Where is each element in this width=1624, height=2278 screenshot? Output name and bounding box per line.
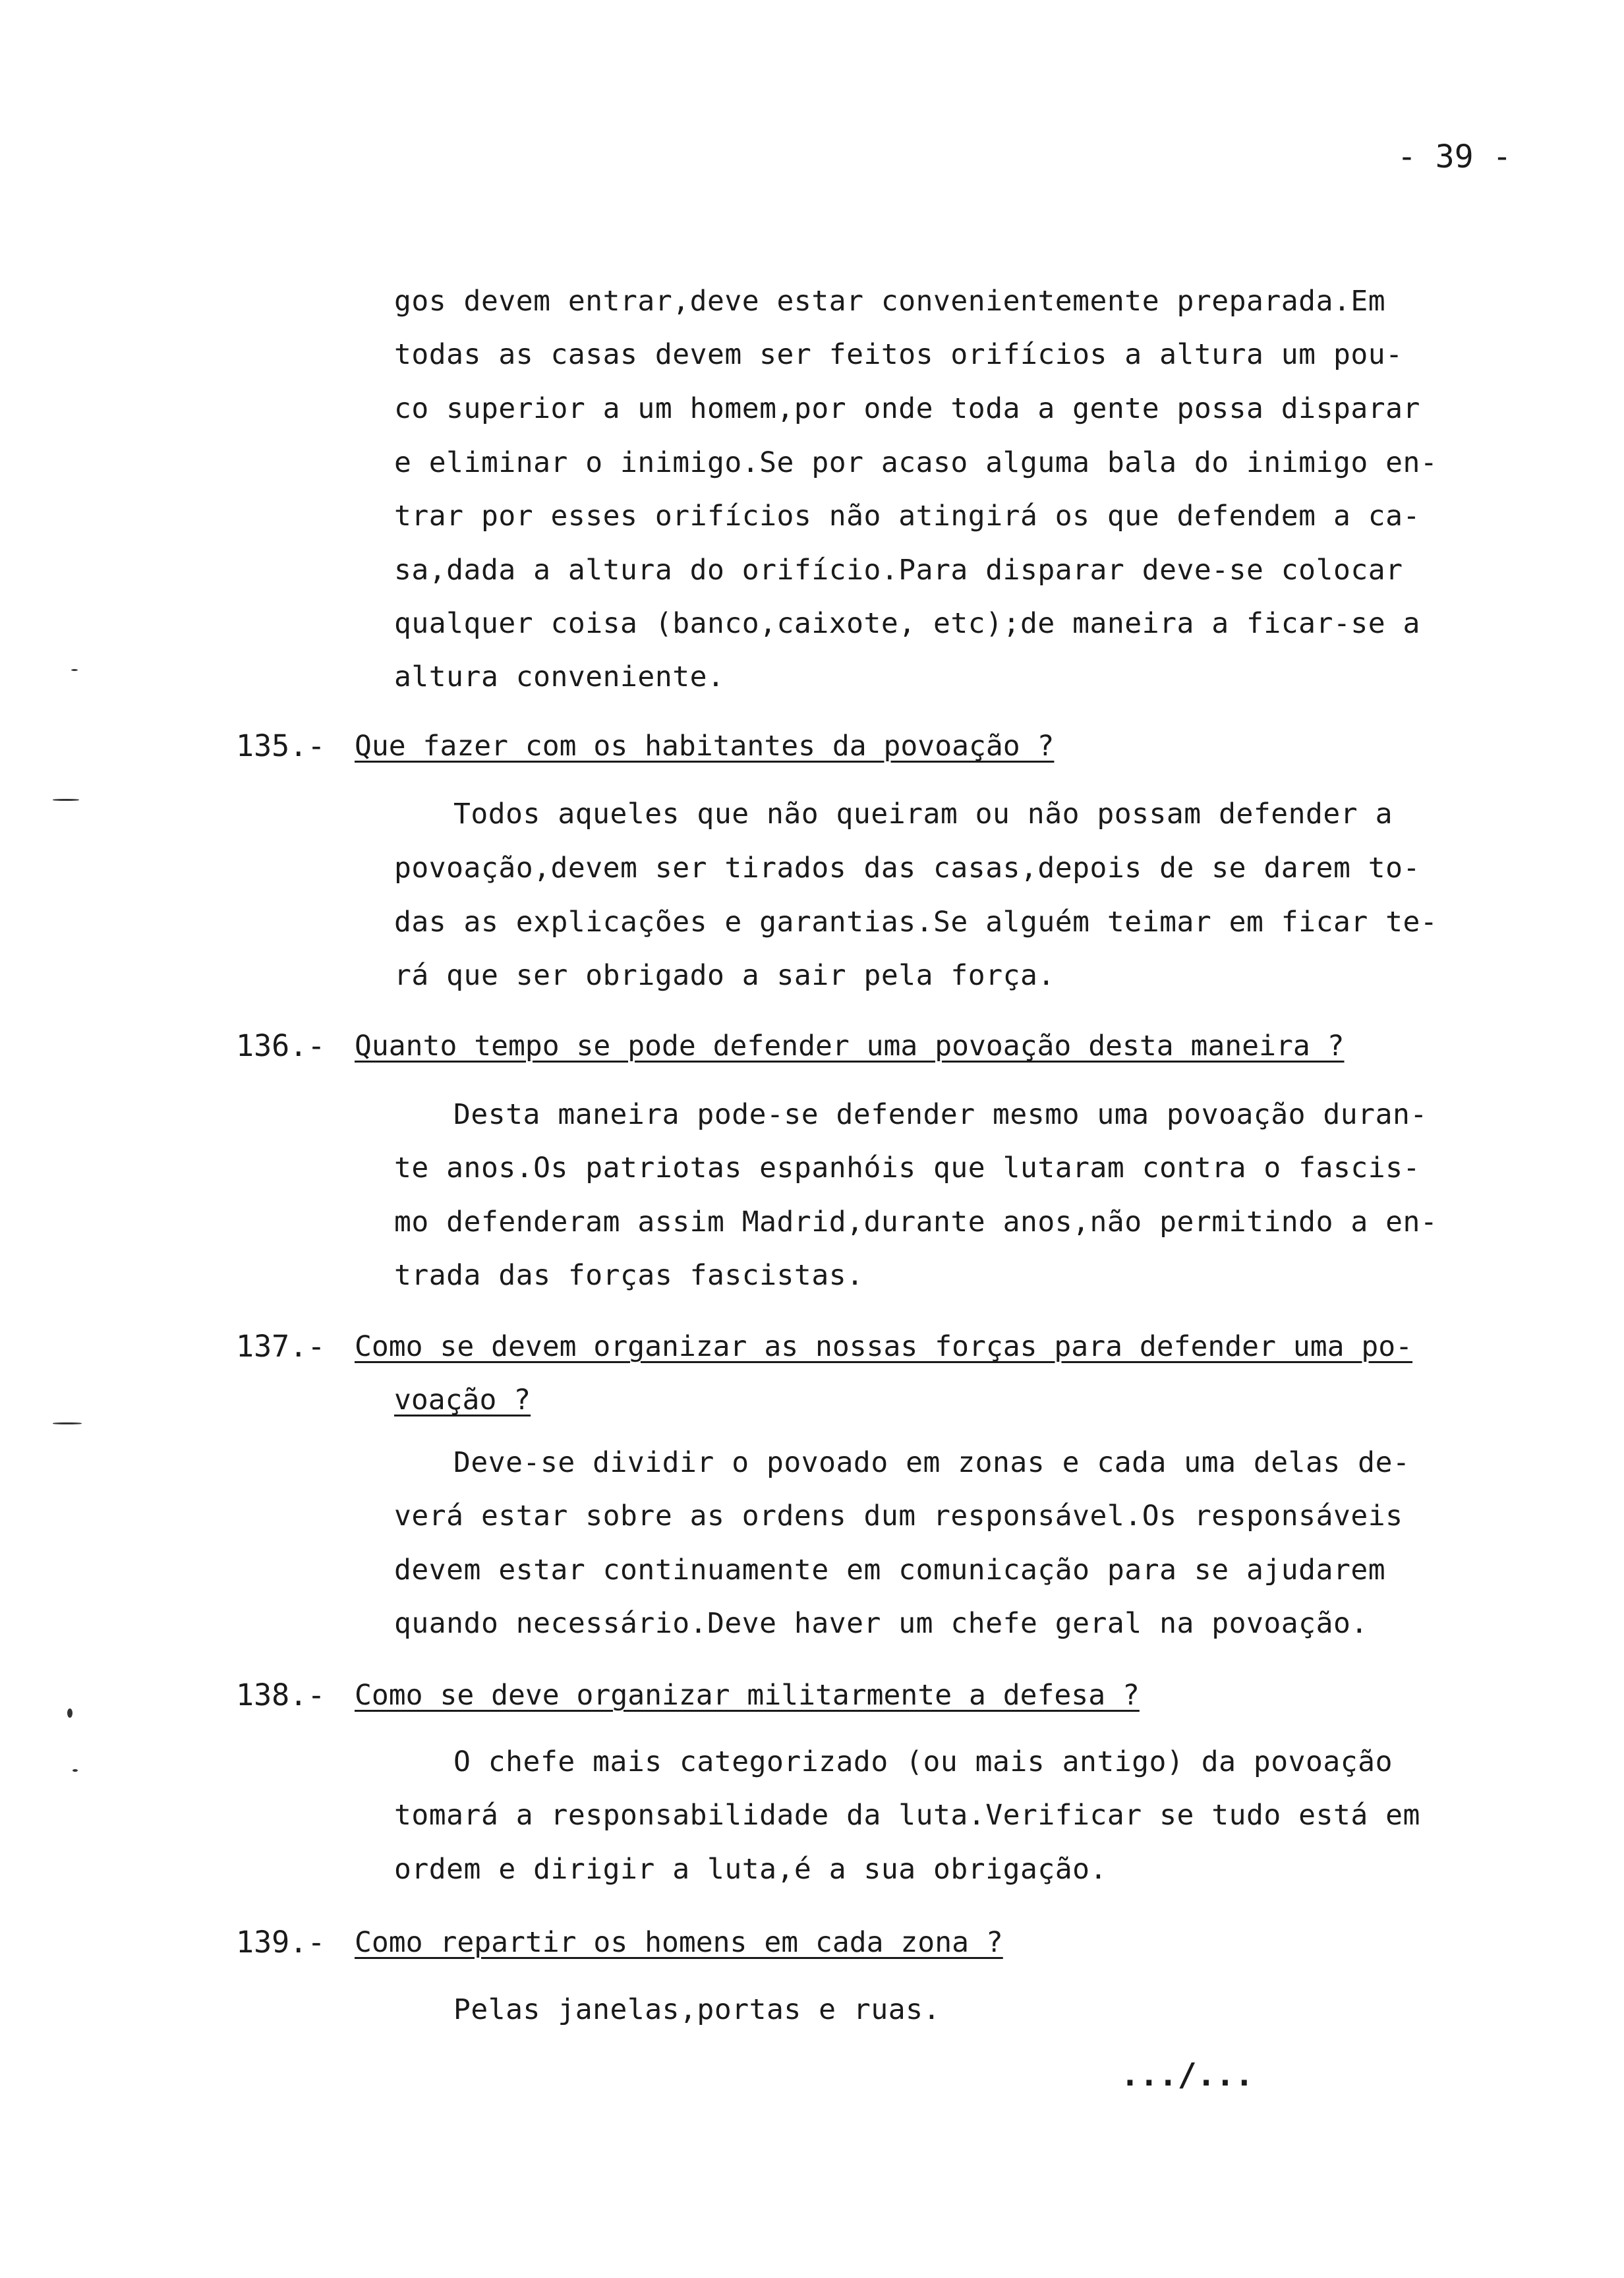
answer-line: Deve-se dividir o povoado em zonas e cada uma delas de- [453, 1446, 1410, 1479]
answer-line: tomará a responsabilidade da luta.Verificar se tudo está em [394, 1799, 1420, 1832]
answer-line: Pelas janelas,portas e ruas. [453, 1993, 941, 2026]
question-number: 137.- [236, 1329, 326, 1364]
intro-line: qualquer coisa (banco,caixote, etc);de maneira a ficar-se a [394, 607, 1420, 640]
answer-line: das as explicações e garantias.Se alguém teimar em ficar te- [394, 906, 1438, 939]
answer-line: mo defenderam assim Madrid,durante anos,não permitindo a en- [394, 1206, 1438, 1239]
answer-line: te anos.Os patriotas espanhóis que lutaram contra o fascis- [394, 1152, 1420, 1184]
question-number: 135.- [236, 728, 326, 763]
question-number: 139.- [236, 1925, 326, 1960]
answer-line: verá estar sobre as ordens dum responsável.Os responsáveis [394, 1500, 1403, 1533]
question-title: Como se deve organizar militarmente a defesa ? [355, 1679, 1140, 1712]
intro-line: sa,dada a altura do orifício.Para disparar deve-se colocar [394, 554, 1403, 587]
answer-line: quando necessário.Deve haver um chefe geral na povoação. [394, 1607, 1368, 1640]
question-title: Quanto tempo se pode defender uma povoação desta maneira ? [355, 1030, 1345, 1063]
intro-line: e eliminar o inimigo.Se por acaso alguma bala do inimigo en- [394, 446, 1438, 479]
question-number: 138.- [236, 1678, 326, 1712]
question-number: 136.- [236, 1028, 326, 1063]
question-title: Que fazer com os habitantes da povoação ? [355, 730, 1055, 763]
question-title: voação ? [394, 1384, 531, 1416]
intro-line: trar por esses orifícios não atingirá os que defendem a ca- [394, 500, 1420, 533]
scan-speck [53, 799, 79, 801]
answer-line: ordem e dirigir a luta,é a sua obrigação. [394, 1853, 1107, 1886]
intro-line: co superior a um homem,por onde toda a gente possa disparar [394, 392, 1420, 425]
answer-line: O chefe mais categorizado (ou mais antigo) da povoação [453, 1745, 1393, 1778]
intro-line: altura conveniente. [394, 660, 725, 693]
continuation-mark: .../... [1120, 2057, 1254, 2093]
page-number: - 39 - [1397, 138, 1512, 175]
answer-line: devem estar continuamente em comunicação para se ajudarem [394, 1554, 1386, 1587]
answer-line: Todos aqueles que não queiram ou não possam defender a [453, 798, 1393, 831]
question-title: Como se devem organizar as nossas forças para defender uma po- [355, 1330, 1413, 1363]
scan-speck [67, 1708, 72, 1718]
scan-speck [53, 1422, 82, 1424]
intro-line: todas as casas devem ser feitos orifícios a altura um pou- [394, 338, 1403, 371]
intro-line: gos devem entrar,deve estar convenientemente preparada.Em [394, 285, 1386, 318]
question-title: Como repartir os homens em cada zona ? [355, 1926, 1003, 1959]
answer-line: trada das forças fascistas. [394, 1259, 864, 1292]
answer-line: Desta maneira pode-se defender mesmo uma povoação duran- [453, 1098, 1428, 1131]
scan-speck [71, 669, 78, 671]
answer-line: povoação,devem ser tirados das casas,depois de se darem to- [394, 852, 1420, 885]
answer-line: rá que ser obrigado a sair pela força. [394, 959, 1055, 992]
scan-speck [72, 1769, 78, 1772]
